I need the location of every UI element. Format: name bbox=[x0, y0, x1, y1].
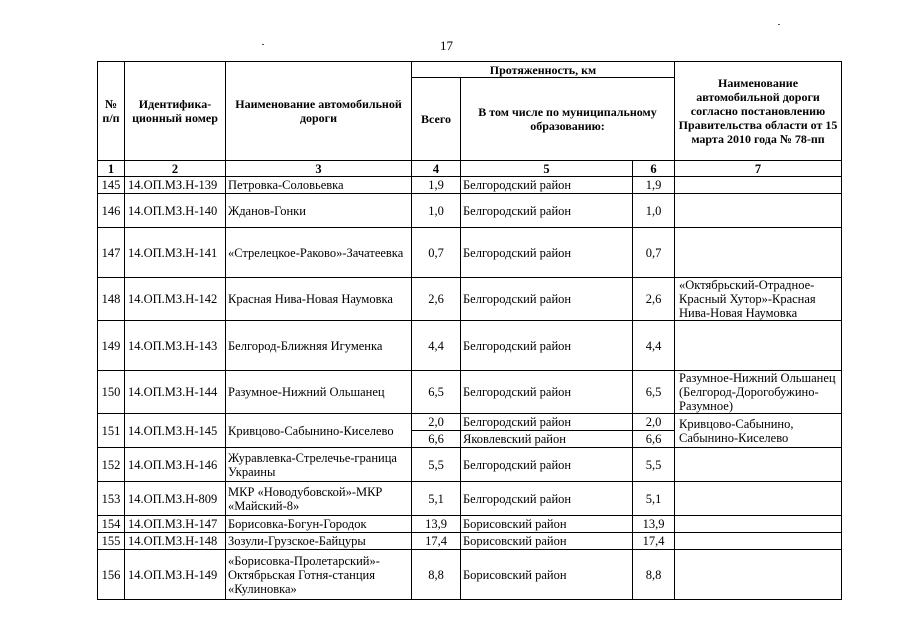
table-row bbox=[98, 533, 842, 550]
road-name: Жданов-Гонки bbox=[226, 194, 412, 228]
header-municipal: В том числе по муниципальному образованию: bbox=[461, 78, 675, 161]
road-name: Журавлевка-Стрелечье-граница Украины bbox=[226, 448, 412, 482]
scan-speck bbox=[262, 44, 264, 45]
municipal-district: Белгородский район bbox=[461, 321, 633, 371]
legacy-road-name bbox=[675, 533, 842, 550]
road-name: Борисовка-Богун-Городок bbox=[226, 516, 412, 533]
legacy-road-name bbox=[675, 321, 842, 371]
legacy-road-name bbox=[675, 448, 842, 482]
municipal-district: Белгородский район bbox=[461, 482, 633, 516]
road-name: Красная Нива-Новая Наумовка bbox=[226, 278, 412, 321]
row-number: 148 bbox=[98, 278, 125, 321]
table-row bbox=[98, 321, 842, 371]
municipal-district: Белгородский район bbox=[461, 414, 633, 431]
table-row bbox=[98, 550, 842, 600]
district-length: 6,5 bbox=[633, 371, 675, 414]
road-length-total: 17,4 bbox=[412, 533, 461, 550]
row-number: 150 bbox=[98, 371, 125, 414]
district-length: 5,5 bbox=[633, 448, 675, 482]
column-number: 1 bbox=[98, 161, 125, 177]
table-row bbox=[98, 278, 842, 321]
road-length-total: 0,7 bbox=[412, 228, 461, 278]
legacy-road-name bbox=[675, 516, 842, 533]
column-number-row bbox=[98, 161, 842, 177]
municipal-district: Белгородский район bbox=[461, 448, 633, 482]
road-name: Белгород-Ближняя Игуменка bbox=[226, 321, 412, 371]
row-number: 155 bbox=[98, 533, 125, 550]
road-id: 14.ОП.МЗ.Н-147 bbox=[125, 516, 226, 533]
table-row bbox=[98, 371, 842, 414]
road-name: Зозули-Грузское-Байцуры bbox=[226, 533, 412, 550]
header-name: Наименование автомобильной дороги bbox=[226, 62, 412, 161]
road-name: «Борисовка-Пролетарский»-Октябрьская Готня-станция «Кулиновка» bbox=[226, 550, 412, 600]
table-row bbox=[98, 482, 842, 516]
scan-speck bbox=[778, 24, 780, 25]
table-row bbox=[98, 194, 842, 228]
road-length-total: 2,6 bbox=[412, 278, 461, 321]
column-number: 7 bbox=[675, 161, 842, 177]
road-id: 14.ОП.МЗ.Н-146 bbox=[125, 448, 226, 482]
row-number: 149 bbox=[98, 321, 125, 371]
row-number: 151 bbox=[98, 414, 125, 448]
district-length: 4,4 bbox=[633, 321, 675, 371]
table-body bbox=[98, 161, 842, 600]
column-number: 6 bbox=[633, 161, 675, 177]
road-name: Разумное-Нижний Ольшанец bbox=[226, 371, 412, 414]
road-length-total: 2,0 bbox=[412, 414, 461, 431]
road-id: 14.ОП.МЗ.Н-145 bbox=[125, 414, 226, 448]
road-length-total: 5,1 bbox=[412, 482, 461, 516]
district-length: 6,6 bbox=[633, 431, 675, 448]
legacy-road-name bbox=[675, 550, 842, 600]
legacy-road-name: Кривцово-Сабынино, Сабынино-Киселево bbox=[675, 414, 842, 448]
municipal-district: Белгородский район bbox=[461, 228, 633, 278]
table-row bbox=[98, 516, 842, 533]
district-length: 17,4 bbox=[633, 533, 675, 550]
road-id: 14.ОП.МЗ.Н-143 bbox=[125, 321, 226, 371]
road-length-total: 6,5 bbox=[412, 371, 461, 414]
district-length: 1,0 bbox=[633, 194, 675, 228]
road-name: Кривцово-Сабынино-Киселево bbox=[226, 414, 412, 448]
road-id: 14.ОП.МЗ.Н-148 bbox=[125, 533, 226, 550]
district-length: 0,7 bbox=[633, 228, 675, 278]
column-number: 5 bbox=[461, 161, 633, 177]
road-id: 14.ОП.МЗ.Н-140 bbox=[125, 194, 226, 228]
road-id: 14.ОП.МЗ.Н-142 bbox=[125, 278, 226, 321]
legacy-road-name: Разумное-Нижний Ольшанец (Белгород-Дорогобужино-Разумное) bbox=[675, 371, 842, 414]
row-number: 153 bbox=[98, 482, 125, 516]
road-length-total: 13,9 bbox=[412, 516, 461, 533]
table-row bbox=[98, 414, 842, 431]
row-number: 146 bbox=[98, 194, 125, 228]
municipal-district: Белгородский район bbox=[461, 278, 633, 321]
road-length-total: 8,8 bbox=[412, 550, 461, 600]
road-id: 14.ОП.МЗ.Н-809 bbox=[125, 482, 226, 516]
road-id: 14.ОП.МЗ.Н-144 bbox=[125, 371, 226, 414]
row-number: 145 bbox=[98, 177, 125, 194]
road-id: 14.ОП.МЗ.Н-139 bbox=[125, 177, 226, 194]
district-length: 1,9 bbox=[633, 177, 675, 194]
legacy-road-name: «Октябрьский-Отрадное-Красный Хутор»-Красная Нива-Новая Наумовка bbox=[675, 278, 842, 321]
row-number: 147 bbox=[98, 228, 125, 278]
header-legacy-name: Наименование автомобильной дороги согласно постановлению Правительства области от 15 марта 2010 года № 78-пп bbox=[675, 62, 842, 161]
column-number: 3 bbox=[226, 161, 412, 177]
header-id: Идентифика-ционный номер bbox=[125, 62, 226, 161]
road-length-total: 5,5 bbox=[412, 448, 461, 482]
table-row bbox=[98, 177, 842, 194]
municipal-district: Борисовский район bbox=[461, 516, 633, 533]
table-row bbox=[98, 228, 842, 278]
district-length: 8,8 bbox=[633, 550, 675, 600]
row-number: 154 bbox=[98, 516, 125, 533]
district-length: 2,0 bbox=[633, 414, 675, 431]
municipal-district: Белгородский район bbox=[461, 371, 633, 414]
district-length: 5,1 bbox=[633, 482, 675, 516]
municipal-district: Борисовский район bbox=[461, 550, 633, 600]
page-number: 17 bbox=[440, 38, 453, 53]
road-length-total: 4,4 bbox=[412, 321, 461, 371]
column-number: 2 bbox=[125, 161, 226, 177]
header-length: Протяженность, км bbox=[412, 62, 675, 78]
row-number: 156 bbox=[98, 550, 125, 600]
legacy-road-name bbox=[675, 228, 842, 278]
row-number: 152 bbox=[98, 448, 125, 482]
municipal-district: Белгородский район bbox=[461, 177, 633, 194]
municipal-district: Яковлевский район bbox=[461, 431, 633, 448]
road-length-total: 6,6 bbox=[412, 431, 461, 448]
roads-table bbox=[97, 61, 842, 600]
road-id: 14.ОП.МЗ.Н-149 bbox=[125, 550, 226, 600]
legacy-road-name bbox=[675, 177, 842, 194]
legacy-road-name bbox=[675, 482, 842, 516]
road-length-total: 1,0 bbox=[412, 194, 461, 228]
column-number: 4 bbox=[412, 161, 461, 177]
road-name: «Стрелецкое-Раково»-Зачатеевка bbox=[226, 228, 412, 278]
header-total: Всего bbox=[412, 78, 461, 161]
road-length-total: 1,9 bbox=[412, 177, 461, 194]
road-id: 14.ОП.МЗ.Н-141 bbox=[125, 228, 226, 278]
municipal-district: Белгородский район bbox=[461, 194, 633, 228]
legacy-road-name bbox=[675, 194, 842, 228]
road-name: Петровка-Соловьевка bbox=[226, 177, 412, 194]
road-name: МКР «Новодубовской»-МКР «Майский-8» bbox=[226, 482, 412, 516]
header-no: № п/п bbox=[98, 62, 125, 161]
table-row bbox=[98, 448, 842, 482]
district-length: 2,6 bbox=[633, 278, 675, 321]
municipal-district: Борисовский район bbox=[461, 533, 633, 550]
district-length: 13,9 bbox=[633, 516, 675, 533]
